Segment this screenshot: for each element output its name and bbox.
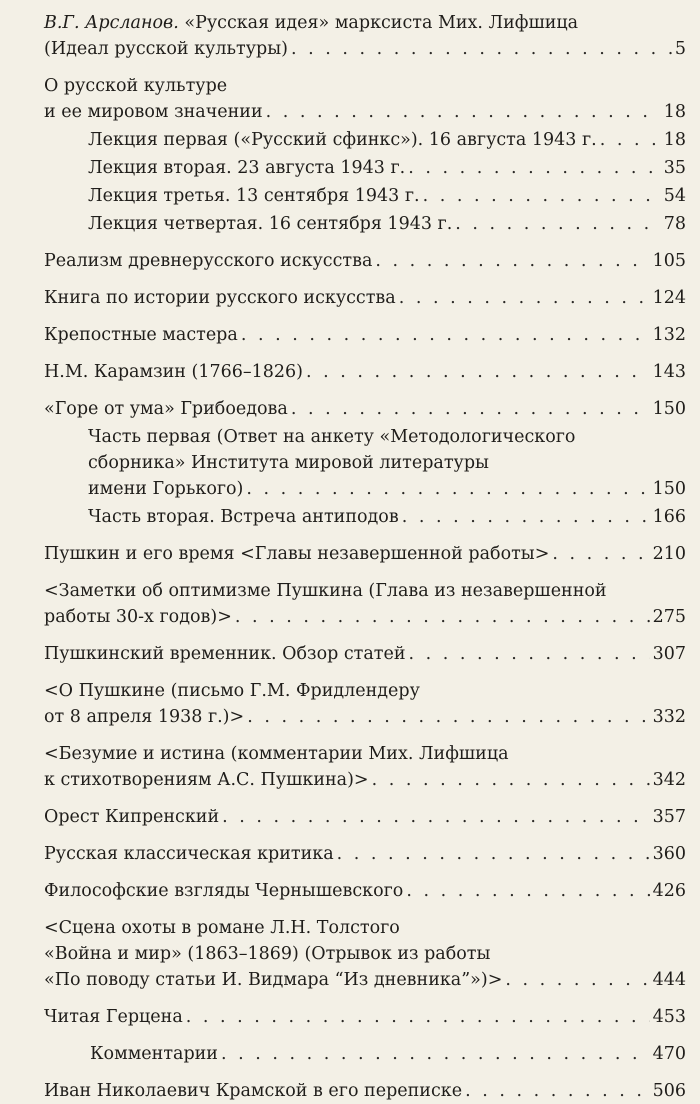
toc-entry-art-history-book	[44, 285, 686, 311]
toc-entry-lecture-2	[44, 155, 686, 181]
leader-dots	[241, 322, 650, 348]
page-number: 444	[652, 970, 686, 990]
page-number: 5	[674, 39, 686, 59]
page-number: 470	[652, 1044, 686, 1064]
toc-entry-kramskoy	[44, 1078, 686, 1104]
leader-dots	[408, 155, 661, 181]
toc-title: Иван Николаевич Крамской в его переписке	[44, 1081, 463, 1101]
toc-entry-lecture-4	[44, 211, 686, 237]
toc-entry-pushkin-vremennik	[44, 641, 686, 667]
toc-title: Пушкин и его время <Главы незавершенной работы>	[44, 544, 550, 564]
toc-entry-madness-truth	[44, 741, 686, 793]
leader-dots	[409, 641, 650, 667]
leader-dots	[221, 1041, 650, 1067]
leader-dots	[465, 1078, 650, 1104]
toc-title: имени Горького)	[88, 479, 244, 499]
toc-entry-chernyshevsky	[44, 878, 686, 904]
toc-author: В.Г. Арсланов.	[44, 13, 179, 33]
leader-dots	[375, 248, 649, 274]
page-number: 342	[652, 770, 686, 790]
toc-title: <Заметки об оптимизме Пушкина (Глава из незавершенной	[44, 581, 607, 601]
toc-title: «Русская идея» марксиста Мих. Лифшица	[184, 13, 579, 33]
toc-entry-old-russian-realism	[44, 248, 686, 274]
page-number: 18	[663, 102, 686, 122]
toc-entry-griboedov	[44, 396, 686, 422]
toc-title: сборника» Института мировой литературы	[88, 453, 489, 473]
toc-title: <Безумие и истина (комментарии Мих. Лифшица	[44, 744, 509, 764]
page-number: 143	[652, 362, 686, 382]
toc-title: Лекция первая («Русский сфинкс»). 16 августа 1943 г.	[88, 130, 597, 150]
leader-dots	[222, 804, 649, 830]
page-number: 166	[652, 507, 686, 527]
toc-title: Читая Герцена	[44, 1007, 183, 1027]
toc-title: от 8 апреля 1938 г.)>	[44, 707, 245, 727]
toc-title: Орест Кипренский	[44, 807, 220, 827]
toc-title: Лекция четвертая. 16 сентября 1943 г.	[88, 214, 453, 234]
toc-entry-commentary	[44, 1041, 686, 1067]
toc-title: О русской культуре	[44, 76, 228, 96]
page-number: 360	[652, 844, 686, 864]
toc-entry-arslanov	[44, 10, 686, 62]
toc-title: «Горе от ума» Грибоедова	[44, 399, 288, 419]
page-number: 332	[652, 707, 686, 727]
page-number: 453	[652, 1007, 686, 1027]
toc-entry-part-1	[44, 424, 686, 502]
toc-title: Н.М. Карамзин (1766–1826)	[44, 362, 304, 382]
table-of-contents	[44, 10, 686, 1104]
leader-dots	[235, 604, 650, 630]
toc-entry-serf-masters	[44, 322, 686, 348]
leader-dots	[423, 183, 661, 209]
toc-title: <О Пушкине (письмо Г.М. Фридлендеру	[44, 681, 420, 701]
toc-entry-part-2	[44, 504, 686, 530]
toc-title: Крепостные мастера	[44, 325, 238, 345]
toc-entry-letter-fridlender	[44, 678, 686, 730]
page-number: 357	[652, 807, 686, 827]
leader-dots	[337, 841, 650, 867]
page-number: 132	[652, 325, 686, 345]
leader-dots	[291, 396, 650, 422]
toc-title: к стихотворениям А.С. Пушкина)>	[44, 770, 369, 790]
toc-entry-classical-criticism	[44, 841, 686, 867]
toc-entry-lecture-1	[44, 127, 686, 153]
page-number: 18	[663, 130, 686, 150]
toc-title: Комментарии	[90, 1044, 218, 1064]
toc-title: Пушкинский временник. Обзор статей	[44, 644, 406, 664]
page-number: 124	[652, 288, 686, 308]
toc-title: «По поводу статьи И. Видмара “Из дневника”»)>	[44, 970, 503, 990]
leader-dots	[455, 211, 660, 237]
toc-title: Книга по истории русского искусства	[44, 288, 396, 308]
page-number: 307	[652, 644, 686, 664]
leader-dots	[246, 476, 649, 502]
leader-dots	[406, 878, 649, 904]
page-number: 35	[663, 158, 686, 178]
toc-title: Философские взгляды Чернышевского	[44, 881, 404, 901]
toc-entry-kiprensky	[44, 804, 686, 830]
toc-title: (Идеал русской культуры)	[44, 39, 288, 59]
toc-title: Лекция третья. 13 сентября 1943 г.	[88, 186, 420, 206]
leader-dots	[552, 541, 649, 567]
toc-entry-hunt-scene	[44, 915, 686, 993]
leader-dots	[505, 967, 649, 993]
page-number: 54	[663, 186, 686, 206]
page-number: 150	[652, 399, 686, 419]
toc-title: Часть вторая. Встреча антиподов	[88, 507, 399, 527]
toc-title: Русская классическая критика	[44, 844, 334, 864]
toc-title: работы 30-х годов)>	[44, 607, 232, 627]
page-number: 275	[652, 607, 686, 627]
leader-dots	[402, 504, 650, 530]
toc-entry-lecture-3	[44, 183, 686, 209]
leader-dots	[186, 1004, 650, 1030]
leader-dots	[600, 127, 661, 153]
page-number: 426	[652, 881, 686, 901]
toc-title: «Война и мир» (1863–1869) (Отрывок из работы	[44, 944, 491, 964]
leader-dots	[399, 285, 650, 311]
leader-dots	[291, 36, 672, 62]
page-number: 150	[652, 479, 686, 499]
toc-entry-karamzin	[44, 359, 686, 385]
toc-title: Часть первая (Ответ на анкету «Методологического	[88, 427, 576, 447]
page-number: 78	[663, 214, 686, 234]
toc-title: и ее мировом значении	[44, 102, 263, 122]
page-number: 105	[652, 251, 686, 271]
toc-entry-pushkin-optimism	[44, 578, 686, 630]
page-number: 210	[652, 544, 686, 564]
toc-entry-russian-culture	[44, 73, 686, 125]
toc-entry-herzen	[44, 1004, 686, 1030]
toc-title: <Сцена охоты в романе Л.Н. Толстого	[44, 918, 400, 938]
toc-entry-pushkin-time	[44, 541, 686, 567]
page-number: 506	[652, 1081, 686, 1101]
toc-title: Лекция вторая. 23 августа 1943 г.	[88, 158, 406, 178]
leader-dots	[306, 359, 650, 385]
leader-dots	[247, 704, 649, 730]
leader-dots	[372, 767, 650, 793]
toc-title: Реализм древнерусского искусства	[44, 251, 373, 271]
leader-dots	[266, 99, 661, 125]
